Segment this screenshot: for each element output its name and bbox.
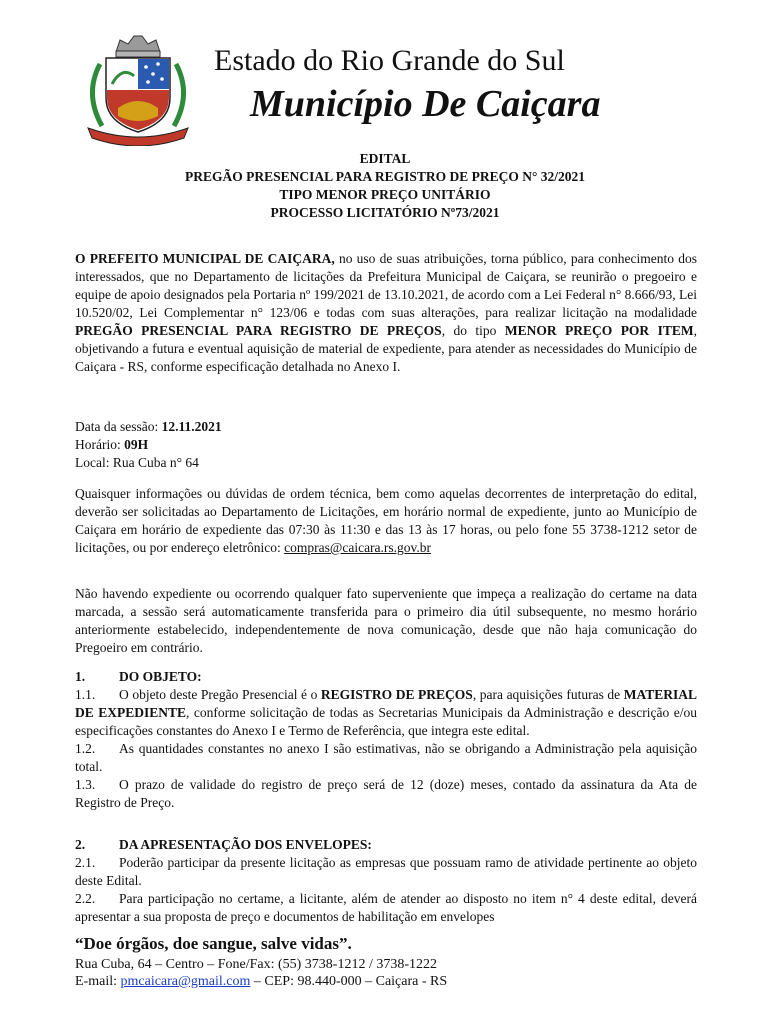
intro-lead: O PREFEITO MUNICIPAL DE CAIÇARA,	[75, 251, 335, 266]
session-date-label: Data da sessão:	[75, 419, 162, 434]
coat-of-arms-icon	[78, 34, 198, 146]
intro-mode: PREGÃO PRESENCIAL PARA REGISTRO DE PREÇOS	[75, 323, 442, 338]
section-1-item-3: 1.3. O prazo de validade do registro de preço será de 12 (doze) meses, contado da assinatura da Ata de Registro de Preço.	[75, 777, 697, 810]
section-1-item-1: 1.1. O objeto deste Pregão Presencial é o REGISTRO DE PREÇOS, para aquisições futuras de MATERIAL DE EXPEDIENTE, conforme solicitação de todas as Secretarias Municipais da Administração e descrição e/ou especificações constantes do Anexo I e Termo de Referência, que integra este edital.	[75, 687, 697, 738]
section-2-item-1: 2.1. Poderão participar da presente licitação as empresas que possuam ramo de atividade pertinente ao objeto deste Edital.	[75, 855, 697, 888]
document-heading	[0, 150, 770, 222]
footer-email-link[interactable]: pmcaicara@gmail.com	[120, 974, 251, 989]
section-2-item-2: 2.2. Para participação no certame, a licitante, além de atender ao disposto no item n° 4 deste edital, deverá apresentar a sua proposta de preço e documentos de habilitação em envelopes	[75, 891, 697, 924]
section-1-item-2: 1.2. As quantidades constantes no anexo I são estimativas, não se obrigando a Administração pela aquisição total.	[75, 741, 697, 774]
intro-text-3: , objetivando a futura e eventual aquisição de material de expediente, para atender as necessidades do Município de Caiçara - RS, conforme especificação detalhada no Anexo I.	[75, 323, 697, 374]
intro-text-1: no uso de suas atribuições, torna público, para conhecimento dos interessados, que no Departamento de licitações da Prefeitura Municipal de Caiçara, se reunirão o pregoeiro e equipe de apoio designados pela Portaria nº 199/2021 de 13.10.2021, de acordo com a Lei Federal n° 8.666/93, Lei 10.520/02, Lei Complementar n° 123/06 e todas com suas alterações, para realizar licitação na modalidade	[75, 251, 697, 320]
section-2-title: 2. DA APRESENTAÇÃO DOS ENVELOPES:	[75, 837, 372, 852]
section-1-title: 1. DO OBJETO:	[75, 669, 202, 684]
footer-contact: E-mail: pmcaicara@gmail.com – CEP: 98.440-000 – Caiçara - RS	[75, 974, 448, 989]
info-text: Quaisquer informações ou dúvidas de ordem técnica, bem como aquelas decorrentes de interpretação do edital, deverão ser solicitadas ao Departamento de Licitações, em horário normal de expediente, junto ao Município de Caiçara em horário de expediente das 07:30 às 11:30 e das 13 às 17 horas, ou pelo fone 55 3738-1212 setor de licitações, ou por endereço eletrônico:	[75, 486, 697, 555]
section-2	[75, 836, 697, 926]
session-date: 12.11.2021	[161, 419, 222, 434]
state-title: Estado do Rio Grande do Sul	[214, 44, 565, 77]
no-session-text: Não havendo expediente ou ocorrendo qualquer fato superveniente que impeça a realização do certame na data marcada, a sessão será automaticamente transferida para o primeiro dia útil subsequente, no mesmo horário anteriormente estabelecido, independentemente de nova comunicação, desde que não haja comunicação do Pregoeiro em contrário.	[75, 586, 697, 655]
intro-paragraph	[75, 250, 697, 376]
section-1	[75, 668, 697, 812]
heading-pregao: PREGÃO PRESENCIAL PARA REGISTRO DE PREÇO N° 32/2021	[184, 169, 586, 184]
heading-tipo: TIPO MENOR PREÇO UNITÁRIO	[279, 187, 491, 202]
session-place: Local: Rua Cuba n° 64	[75, 455, 199, 470]
footer-address: Rua Cuba, 64 – Centro – Fone/Fax: (55) 3738-1212 / 3738-1222	[75, 957, 438, 972]
intro-text-2: , do tipo	[441, 323, 505, 338]
municipality-title: Município De Caiçara	[250, 83, 601, 125]
session-time-label: Horário:	[75, 437, 125, 452]
heading-edital: EDITAL	[359, 151, 411, 166]
info-paragraph	[75, 485, 697, 557]
purchases-email-link[interactable]: compras@caicara.rs.gov.br	[284, 540, 432, 555]
session-info	[75, 418, 697, 472]
no-session-paragraph	[75, 585, 697, 657]
footer-slogan: “Doe órgãos, doe sangue, salve vidas”.	[75, 934, 352, 953]
heading-processo: PROCESSO LICITATÓRIO Nº73/2021	[270, 205, 500, 220]
intro-type: MENOR PREÇO POR ITEM	[504, 323, 694, 338]
session-time: 09H	[124, 437, 149, 452]
